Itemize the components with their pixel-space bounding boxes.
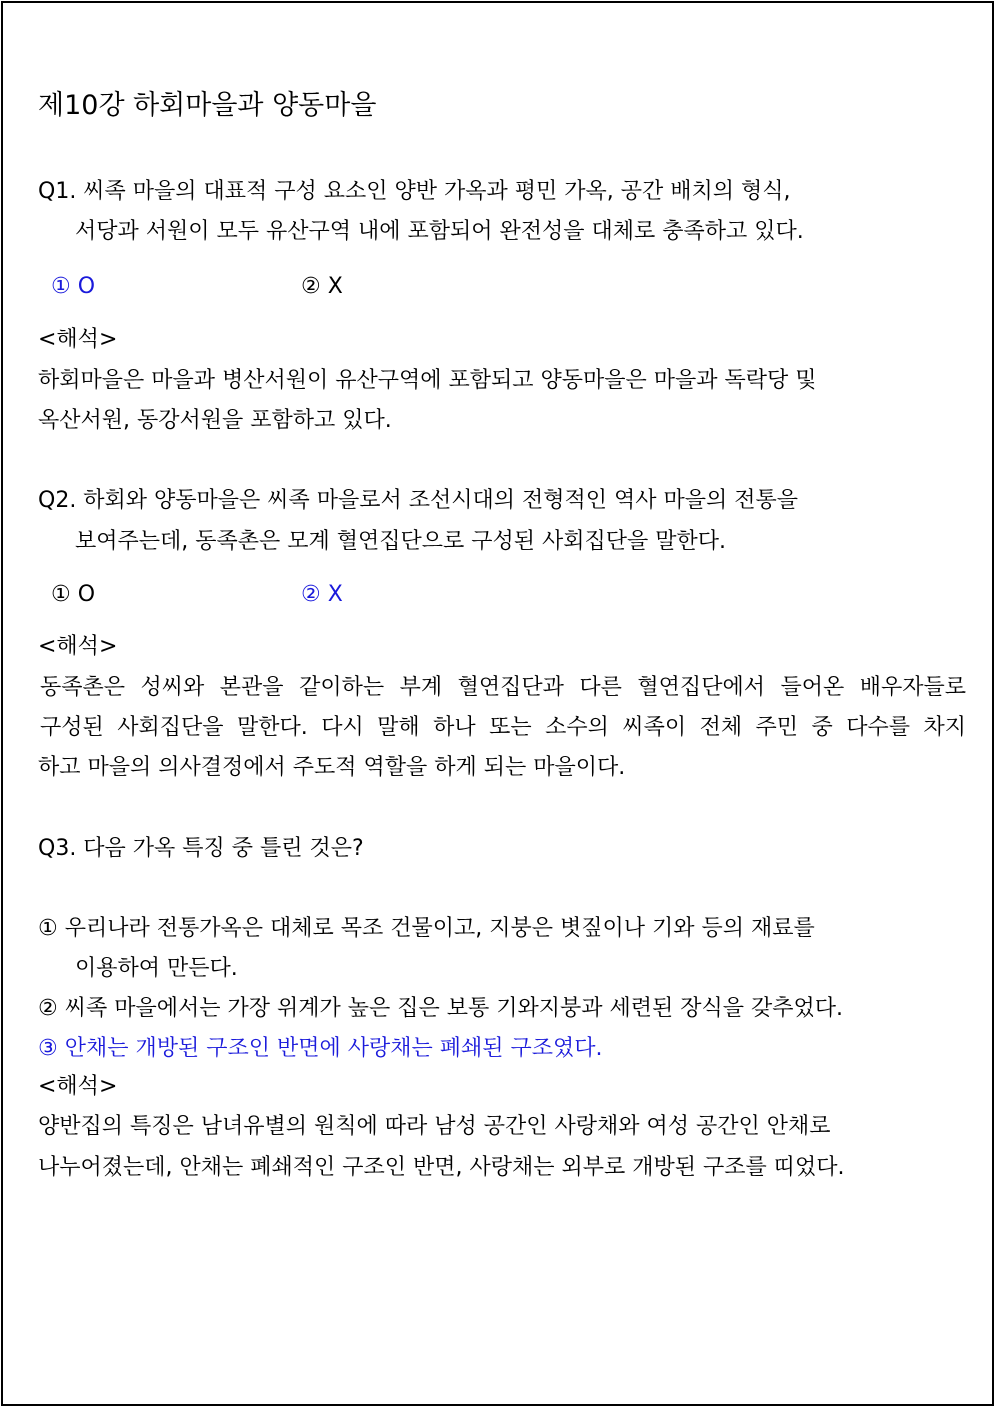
q2-option-o: ① O — [51, 582, 96, 607]
q2-explanation-line2: 구성된 사회집단을 말한다. 다시 말해 하나 또는 소수의 씨족이 전체 주민 중 다수를 차지 — [40, 715, 966, 740]
q1-explanation-line1: 하회마을은 마을과 병산서원이 유산구역에 포함되고 양동마을은 마을과 독락당 및 — [38, 368, 817, 393]
q1-option-o-answer: ① O — [51, 274, 96, 299]
q2-explanation-line3: 하고 마을의 의사결정에서 주도적 역할을 하게 되는 마을이다. — [38, 755, 626, 780]
q3-explanation-line2: 나누어졌는데, 안채는 폐쇄적인 구조인 반면, 사랑채는 외부로 개방된 구조를 띠었다. — [38, 1155, 845, 1180]
q3-choice2: ② 씨족 마을에서는 가장 위계가 높은 집은 보통 기와지붕과 세련된 장식을 갖추었다. — [38, 996, 843, 1021]
q3-explanation-line1: 양반집의 특징은 남녀유별의 원칙에 따라 남성 공간인 사랑채와 여성 공간인 안채로 — [38, 1114, 831, 1139]
q3-choice1-line2: 이용하여 만든다. — [75, 956, 238, 981]
q1-question-line2: 서당과 서원이 모두 유산구역 내에 포함되어 완전성을 대체로 충족하고 있다. — [75, 219, 804, 244]
q2-question-line2: 보여주는데, 동족촌은 모계 혈연집단으로 구성된 사회집단을 말한다. — [75, 529, 727, 554]
q1-option-x: ② X — [301, 274, 343, 299]
q3-explanation-label: <해석> — [38, 1074, 118, 1099]
document-page — [1, 1, 994, 1406]
q2-explanation-line1: 동족촌은 성씨와 본관을 같이하는 부계 혈연집단과 다른 혈연집단에서 들어온 배우자들로 — [40, 675, 966, 700]
q2-explanation-label: <해석> — [38, 634, 118, 659]
page-title: 제10강 하회마을과 양동마을 — [38, 90, 377, 121]
q2-option-x-answer: ② X — [301, 582, 343, 607]
q3-choice3-answer: ③ 안채는 개방된 구조인 반면에 사랑채는 폐쇄된 구조였다. — [38, 1036, 603, 1061]
q3-question: Q3. 다음 가옥 특징 중 틀린 것은? — [38, 836, 364, 861]
q1-explanation-line2: 옥산서원, 동강서원을 포함하고 있다. — [38, 408, 392, 433]
q3-choice1-line1: ① 우리나라 전통가옥은 대체로 목조 건물이고, 지붕은 볏짚이나 기와 등의 재료를 — [38, 916, 815, 941]
q1-explanation-label: <해석> — [38, 327, 118, 352]
q2-question-line1: Q2. 하회와 양동마을은 씨족 마을로서 조선시대의 전형적인 역사 마을의 전통을 — [38, 488, 799, 513]
q1-question-line1: Q1. 씨족 마을의 대표적 구성 요소인 양반 가옥과 평민 가옥, 공간 배치의 형식, — [38, 179, 791, 204]
